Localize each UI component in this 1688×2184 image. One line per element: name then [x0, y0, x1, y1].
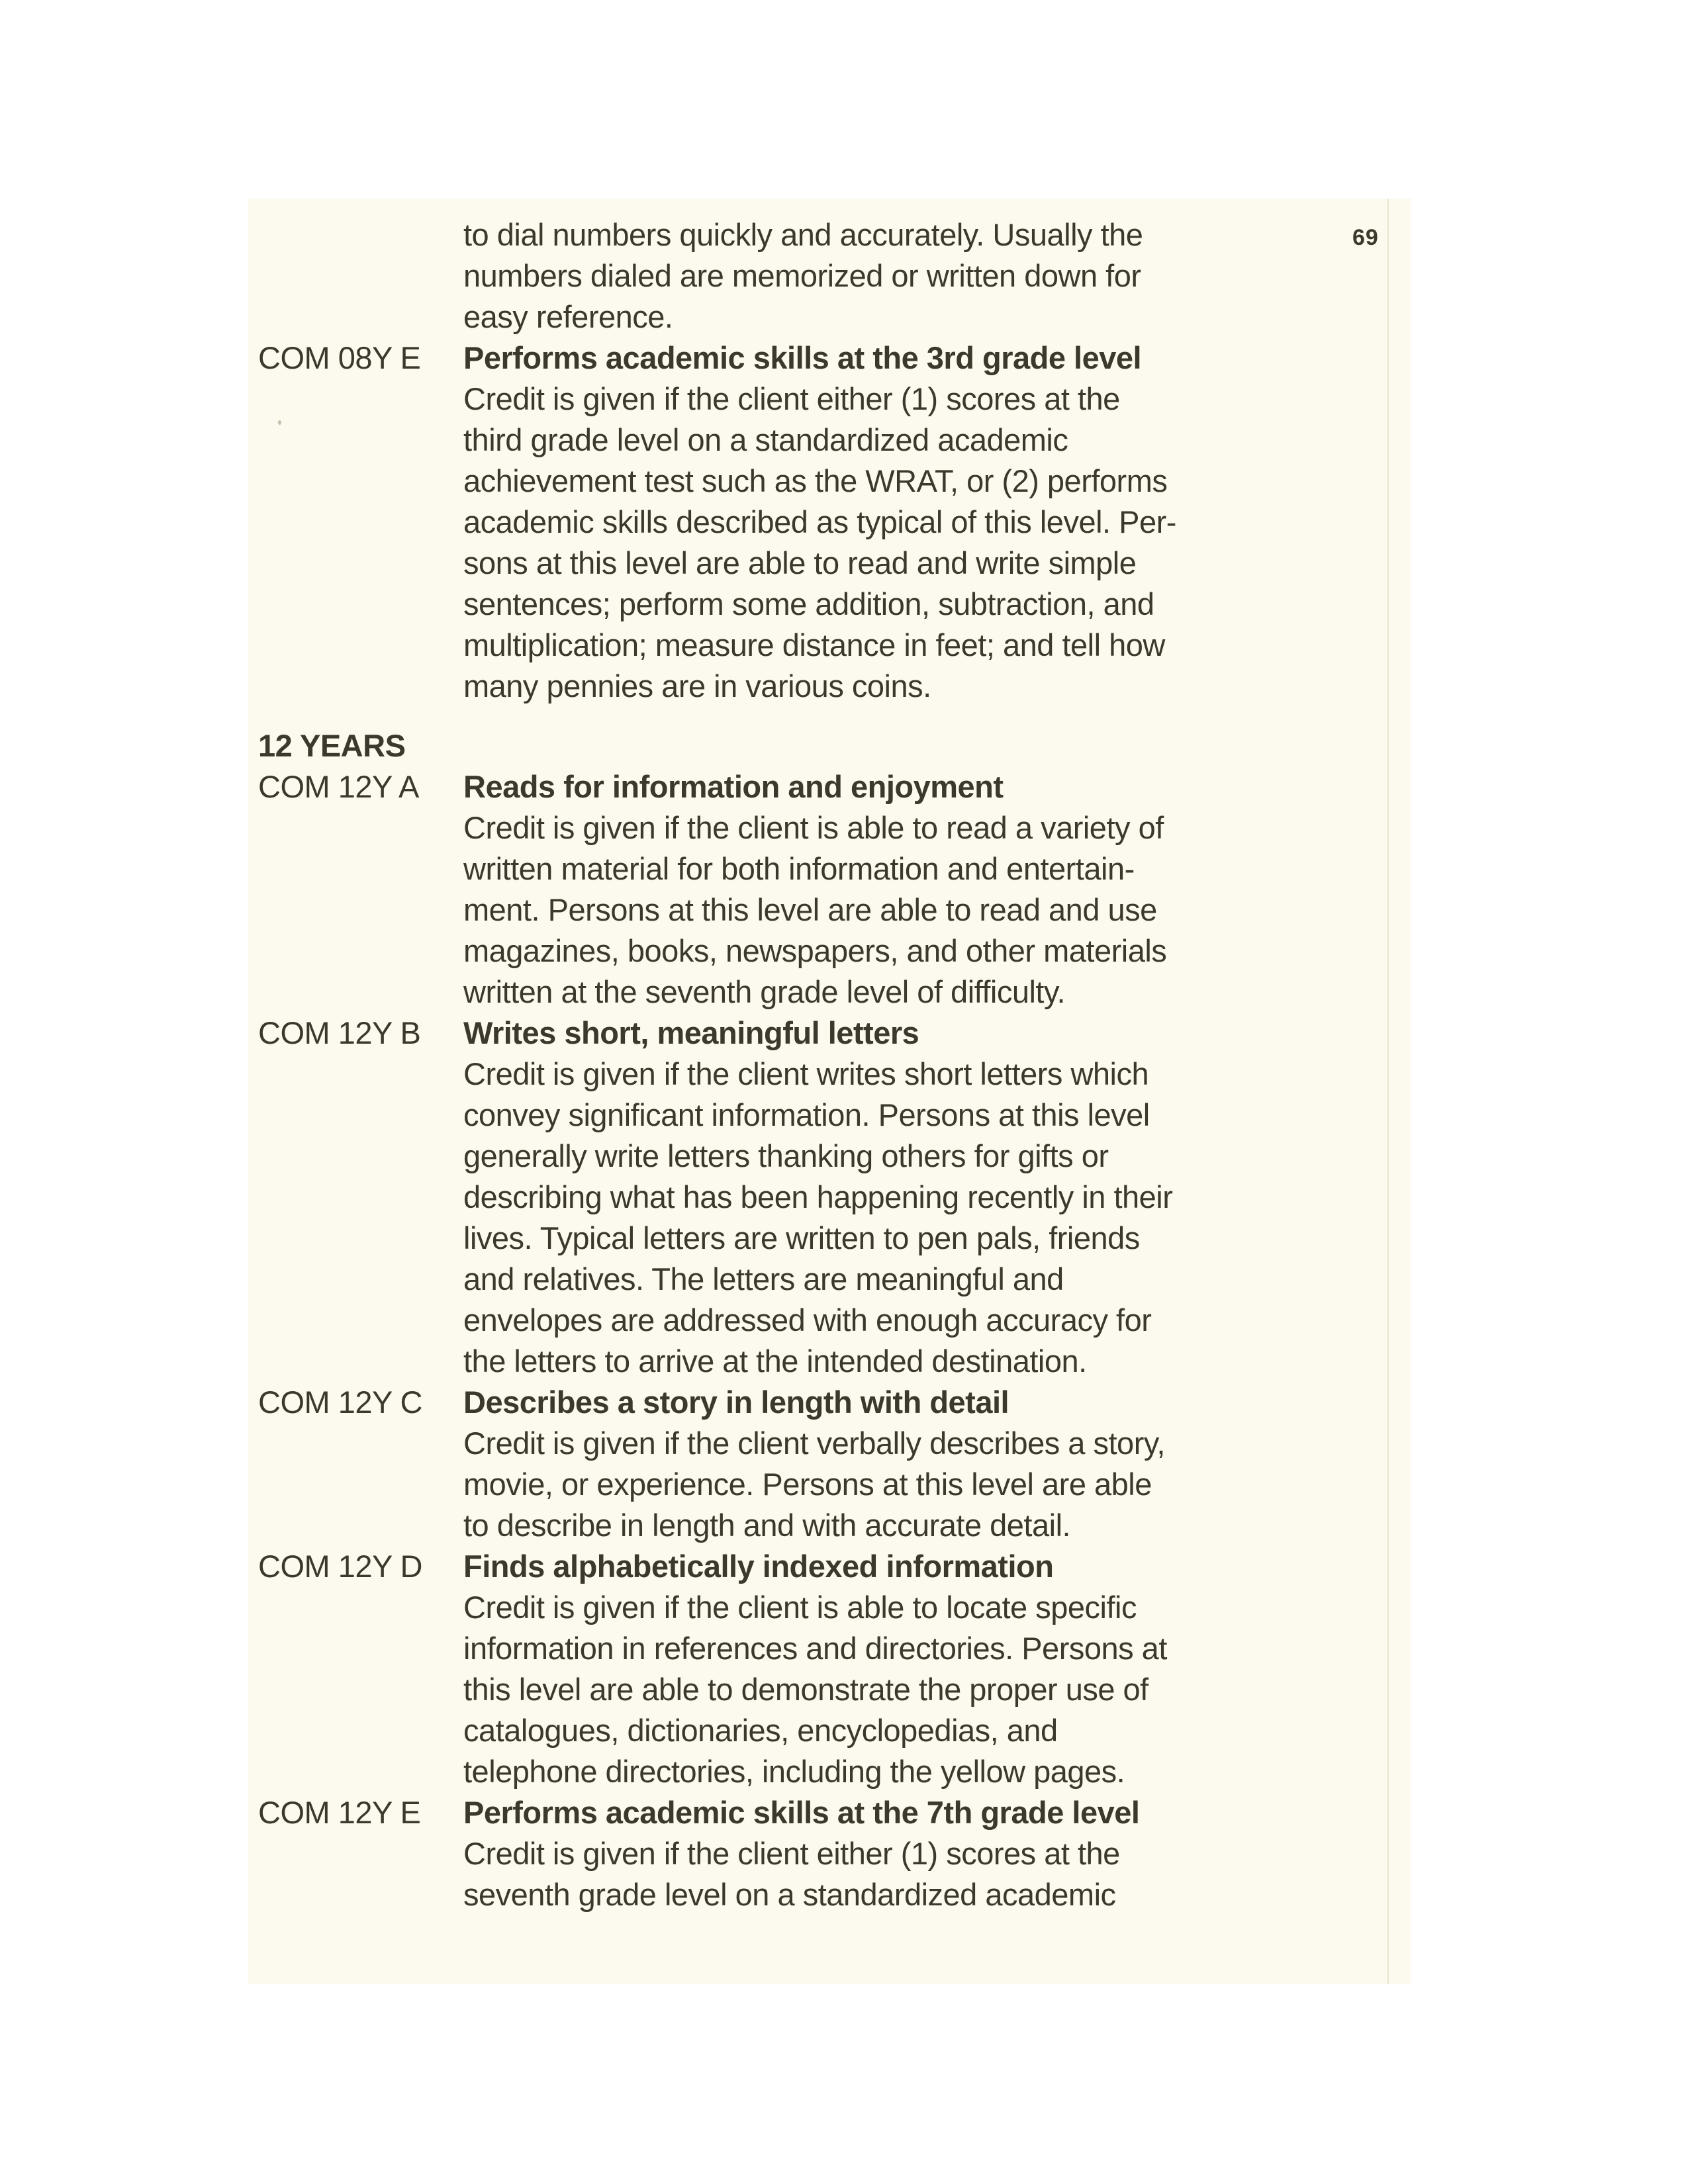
- text-line: information in references and directories. Persons at: [463, 1631, 1167, 1666]
- text-line: many pennies are in various coins.: [463, 668, 931, 704]
- entry-title: Writes short, meaningful letters: [463, 1015, 919, 1050]
- entry-title: Describes a story in length with detail: [463, 1385, 1009, 1420]
- text-line: telephone directories, including the yellow pages.: [463, 1754, 1125, 1789]
- text-line: ment. Persons at this level are able to read and use: [463, 892, 1157, 927]
- entry-body: [463, 807, 1411, 1013]
- text-line: easy reference.: [463, 299, 673, 334]
- text-line: third grade level on a standardized academic: [463, 422, 1068, 457]
- entry-title: Finds alphabetically indexed information: [463, 1549, 1054, 1584]
- entry-title: Performs academic skills at the 7th grade level: [463, 1795, 1140, 1830]
- entry-title: Performs academic skills at the 3rd grade level: [463, 340, 1142, 375]
- text-line: this level are able to demonstrate the proper use of: [463, 1672, 1149, 1707]
- text-line: catalogues, dictionaries, encyclopedias, and: [463, 1713, 1058, 1748]
- entry-title: Reads for information and enjoyment: [463, 769, 1004, 804]
- text-line: written material for both information and entertain-: [463, 851, 1135, 886]
- text-line: multiplication; measure distance in feet; and tell how: [463, 627, 1165, 662]
- entry-body: [463, 1054, 1411, 1382]
- text-line: seventh grade level on a standardized academic: [463, 1877, 1116, 1912]
- text-line: sons at this level are able to read and write simple: [463, 545, 1137, 580]
- entry-code: COM 12Y D: [258, 1549, 422, 1584]
- entry-body: [463, 1587, 1411, 1792]
- entry-com-12y-c: [248, 1382, 1411, 1546]
- text-line: Credit is given if the client either (1) scores at the: [463, 1836, 1120, 1871]
- text-line: movie, or experience. Persons at this level are able: [463, 1467, 1152, 1502]
- text-line: generally write letters thanking others for gifts or: [463, 1138, 1109, 1173]
- entry-code: COM 12Y B: [258, 1015, 421, 1050]
- entry-body: [463, 1423, 1411, 1546]
- entry-body: [463, 379, 1411, 707]
- scanned-page: [248, 199, 1411, 1984]
- page-number: 69: [1352, 225, 1379, 250]
- page-content: [248, 214, 1411, 1915]
- text-line: envelopes are addressed with enough accuracy for: [463, 1302, 1152, 1338]
- entry-code: COM 12Y C: [258, 1385, 422, 1420]
- entry-com-12y-d: [248, 1546, 1411, 1792]
- text-line: to dial numbers quickly and accurately. Usually the: [463, 217, 1143, 252]
- text-line: achievement test such as the WRAT, or (2) performs: [463, 463, 1168, 498]
- text-line: magazines, books, newspapers, and other materials: [463, 933, 1167, 968]
- text-line: convey significant information. Persons at this level: [463, 1097, 1150, 1132]
- entry-code: COM 12Y E: [258, 1795, 421, 1830]
- text-line: numbers dialed are memorized or written down for: [463, 258, 1141, 293]
- text-line: Credit is given if the client is able to locate specific: [463, 1590, 1137, 1625]
- entry-com-12y-b: [248, 1013, 1411, 1382]
- text-line: academic skills described as typical of this level. Per-: [463, 504, 1176, 539]
- intro-paragraph: [463, 214, 1411, 338]
- text-line: Credit is given if the client verbally describes a story,: [463, 1426, 1165, 1461]
- text-line: describing what has been happening recently in their: [463, 1179, 1173, 1214]
- text-line: the letters to arrive at the intended destination.: [463, 1343, 1087, 1379]
- entry-com-08y-e: [248, 338, 1411, 707]
- text-line: Credit is given if the client writes short letters which: [463, 1056, 1149, 1091]
- entry-com-12y-e: [248, 1792, 1411, 1915]
- entry-body: [463, 1833, 1411, 1915]
- text-line: and relatives. The letters are meaningful and: [463, 1261, 1064, 1297]
- entry-code: COM 12Y A: [258, 769, 419, 804]
- text-line: to describe in length and with accurate detail.: [463, 1508, 1071, 1543]
- age-section-heading-12-years: 12 YEARS: [258, 728, 406, 763]
- text-line: Credit is given if the client is able to read a variety of: [463, 810, 1164, 845]
- entry-code: COM 08Y E: [258, 340, 421, 375]
- text-line: lives. Typical letters are written to pen pals, friends: [463, 1220, 1140, 1255]
- text-line: written at the seventh grade level of difficulty.: [463, 974, 1066, 1009]
- text-line: sentences; perform some addition, subtraction, and: [463, 586, 1154, 621]
- text-line: Credit is given if the client either (1) scores at the: [463, 381, 1120, 416]
- entry-com-12y-a: [248, 766, 1411, 1013]
